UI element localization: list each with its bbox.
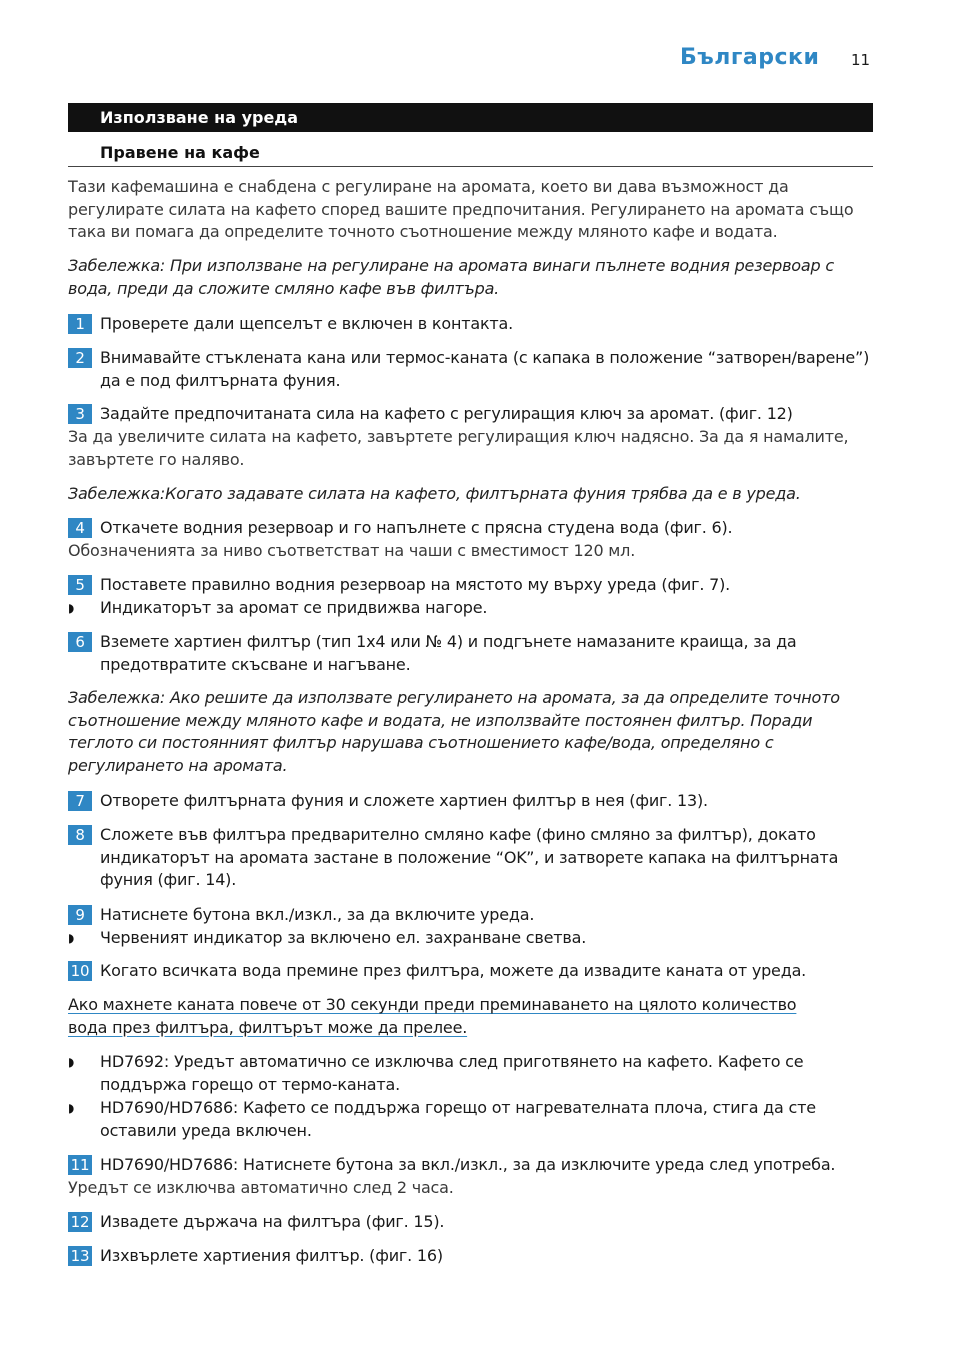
note-paragraph: Забележка: Ако решите да използвате регулирането на аромата, за да определите точното съотношение между мляното кафе и водата, не използвайте постоянен филтър. Поради теглото си постоянният филтър нарушава съотношението кафе/вода, определяно с регулирането на аромата. [68,688,840,775]
step-13 [68,1245,876,1268]
step-number: 7 [68,791,92,811]
step-text: Поставете правилно водния резервоар на мястото му върху уреда (фиг. 7). [100,575,731,594]
step-number: 2 [68,348,92,368]
overflow-warning-paragraph [68,994,838,1039]
step-8 [68,824,876,892]
step-11 [68,1154,876,1177]
section-title: Използване на уреда [100,108,299,127]
step-number: 6 [68,632,92,652]
step-1 [68,313,876,336]
subsection-title: Правене на кафе [100,143,260,162]
step-number: 5 [68,575,92,595]
step-text: Изхвърлете хартиения филтър. (фиг. 16) [100,1246,443,1265]
result-bullet [68,927,876,950]
step-9 [68,904,876,927]
model-bullet [68,1051,876,1096]
bullet-icon: ◗ [68,1101,75,1115]
step-number: 10 [68,961,92,981]
step-5 [68,574,876,597]
subsection-rule [68,166,873,167]
bullet-text: HD7692: Уредът автоматично се изключва след приготвянето на кафето. Кафето се поддържа горещо от термо-каната. [100,1052,804,1094]
step-text: HD7690/HD7686: Натиснете бутона за вкл./изкл., за да изключите уреда след употреба. [100,1155,836,1174]
bullet-icon: ◗ [68,1055,75,1069]
step-4 [68,517,876,540]
step-text: Извадете държача на филтъра (фиг. 15). [100,1212,445,1231]
step-number: 12 [68,1212,92,1232]
step-4-detail: Обозначенията за ниво съответстват на чаши с вместимост 120 мл. [68,541,636,560]
step-text: Откачете водния резервоар и го напълнете с прясна студена вода (фиг. 6). [100,518,733,537]
step-number: 4 [68,518,92,538]
step-text: Отворете филтърната фуния и сложете хартиен филтър в нея (фиг. 13). [100,791,708,810]
bullet-icon: ◗ [68,601,75,615]
step-7 [68,790,876,813]
step-2 [68,347,876,392]
header-language: Български [680,45,820,70]
step-number: 8 [68,825,92,845]
page-number: 11 [851,51,871,69]
intro-paragraph: Тази кафемашина е снабдена с регулиране на аромата, което ви дава възможност да регулирате силата на кафето според вашите предпочитания. Регулирането на аромата също така ви помага да определите точното съотношение между мляното кафе и водата. [68,177,854,241]
bullet-text: HD7690/HD7686: Кафето се поддържа горещо от нагревателната плоча, стига да сте оставили уреда включен. [100,1098,816,1140]
bullet-icon: ◗ [68,931,75,945]
step-text: Задайте предпочитаната сила на кафето с регулиращия ключ за аромат. (фиг. 12) [100,404,793,423]
note-paragraph: Забележка:Когато задавате силата на кафето, филтърната фуния трябва да е в уреда. [68,484,801,503]
step-11-detail: Уредът се изключва автоматично след 2 часа. [68,1178,454,1197]
step-number: 1 [68,314,92,334]
bullet-text: Червеният индикатор за включено ел. захранване светва. [100,928,587,947]
step-3 [68,403,876,426]
step-text: Сложете във филтъра предварително смляно кафе (фино смляно за филтър), докато индикаторът на аромата застане в положение “OK”, и затворете капака на филтърната фуния (фиг. 14). [100,825,839,889]
step-number: 13 [68,1246,92,1266]
step-number: 9 [68,905,92,925]
model-bullet [68,1097,876,1142]
step-number: 3 [68,404,92,424]
step-12 [68,1211,876,1234]
step-text: Внимавайте стъклената кана или термос-каната (с капака в положение “затворен/варене”) да е под филтърната фуния. [100,348,870,390]
result-bullet [68,597,876,620]
step-text: Натиснете бутона вкл./изкл., за да включите уреда. [100,905,535,924]
overflow-warning-text: Ако махнете каната повече от 30 секунди преди преминаването на цялото количество вода през филтъра, филтърът може да прелее. [68,995,797,1037]
step-number: 11 [68,1155,92,1175]
note-paragraph: Забележка: При използване на регулиране на аромата винаги пълнете водния резервоар с вода, преди да сложите смляно кафе във филтъра. [68,256,834,298]
step-3-detail: За да увеличите силата на кафето, завъртете регулиращия ключ надясно. За да я намалите, завъртете го наляво. [68,427,849,469]
step-text: Когато всичката вода премине през филтъра, можете да извадите каната от уреда. [100,961,807,980]
step-10 [68,960,876,983]
bullet-text: Индикаторът за аромат се придвижва нагоре. [100,598,488,617]
step-text: Проверете дали щепселът е включен в контакта. [100,314,514,333]
step-text: Вземете хартиен филтър (тип 1x4 или № 4) и подгънете намазаните краища, за да предотвратите скъсване и нагъване. [100,632,797,674]
step-6 [68,631,876,676]
